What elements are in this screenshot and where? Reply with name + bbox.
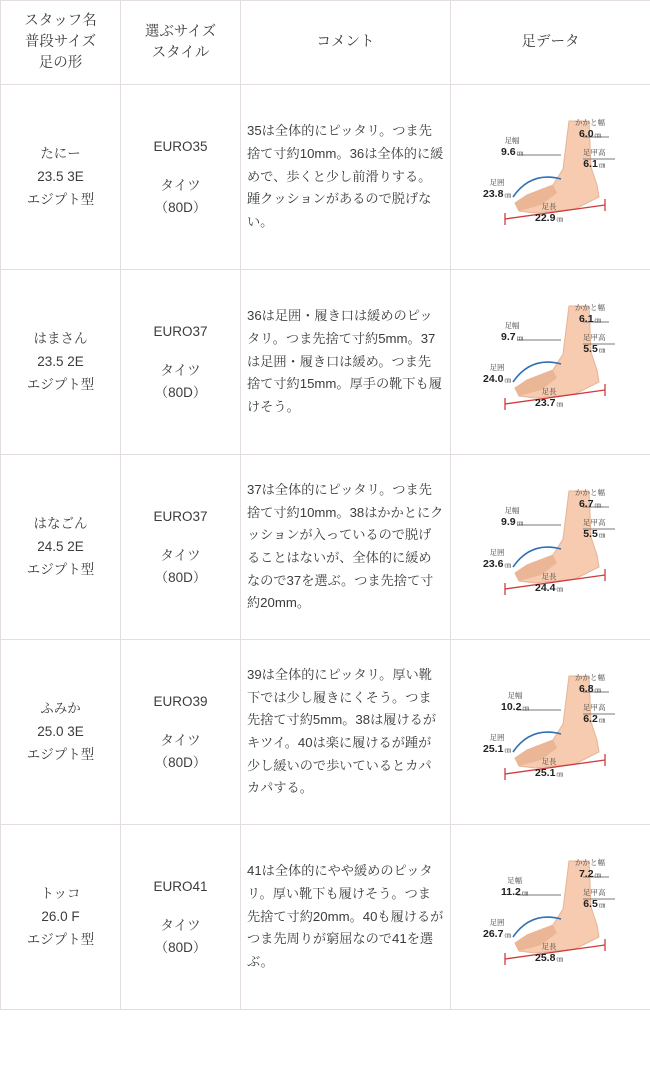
table-row <box>1 825 650 1010</box>
label-heel-width: かかと幅 6.8㎝ <box>575 673 605 695</box>
comment-cell: 41は全体的にやや緩めのピッタリ。厚い靴下も履けそう。つま先捨て寸約20mm。40も履けるがつま先周りが窮屈なので41を選ぶ。 <box>241 825 451 1010</box>
label-foot-width: 足幅 9.6㎝ <box>501 136 524 158</box>
label-heel-width: かかと幅 6.1㎝ <box>575 303 605 325</box>
label-foot-length: 足長 23.7㎝ <box>535 387 563 409</box>
label-instep-height: 足甲高 6.2㎝ <box>583 703 606 725</box>
footdata-cell <box>451 85 650 270</box>
style-denier: （80D） <box>154 199 207 215</box>
foot-diagram <box>457 463 647 631</box>
table-row <box>1 640 650 825</box>
foot-diagram <box>457 648 647 816</box>
staff-usual-size: 24.5 2E <box>37 538 84 554</box>
footdata-cell <box>451 270 650 455</box>
foot-diagram <box>457 93 647 261</box>
staff-cell <box>1 270 121 455</box>
label-foot-width: 足幅 10.2㎝ <box>501 691 529 713</box>
label-foot-width: 足幅 11.2㎝ <box>501 876 529 898</box>
staff-foot-shape: エジプト型 <box>26 746 95 762</box>
comment-cell: 35は全体的にピッタリ。つま先捨て寸約10mm。36は全体的に緩めで、歩くと少し前滑りする。踵クッションがあるので脱げない。 <box>241 85 451 270</box>
staff-cell <box>1 455 121 640</box>
staff-name: はなごん <box>33 515 88 531</box>
label-heel-width: かかと幅 6.7㎝ <box>575 488 605 510</box>
staff-name: はまさん <box>33 330 88 346</box>
style-denier: （80D） <box>154 569 207 585</box>
foot-diagram <box>457 833 647 1001</box>
table-header-row <box>1 1 650 85</box>
label-instep-height: 足甲高 5.5㎝ <box>583 518 606 540</box>
label-foot-width: 足幅 9.7㎝ <box>501 321 524 343</box>
column-header-staff: スタッフ名 普段サイズ 足の形 <box>1 1 121 85</box>
footdata-cell <box>451 825 650 1010</box>
staff-name: ふみか <box>40 700 81 716</box>
label-foot-length: 足長 25.1㎝ <box>535 757 563 779</box>
label-heel-width: かかと幅 6.0㎝ <box>575 118 605 140</box>
style-denier: （80D） <box>154 754 207 770</box>
selected-size: EURO35 <box>153 138 208 154</box>
staff-cell <box>1 825 121 1010</box>
label-heel-width: かかと幅 7.2㎝ <box>575 858 605 880</box>
table-row <box>1 270 650 455</box>
staff-foot-shape: エジプト型 <box>26 931 95 947</box>
label-instep-height: 足甲高 6.5㎝ <box>583 888 606 910</box>
staff-name: トッコ <box>40 885 81 901</box>
staff-usual-size: 26.0 F <box>41 908 80 924</box>
selected-size: EURO37 <box>153 508 208 524</box>
foot-illustration <box>457 648 647 816</box>
label-foot-girth: 足囲 24.0㎝ <box>483 363 511 385</box>
style-name: タイツ <box>160 548 201 564</box>
staff-usual-size: 25.0 3E <box>37 723 84 739</box>
selected-size: EURO37 <box>153 323 208 339</box>
column-header-size: 選ぶサイズ スタイル <box>121 1 241 85</box>
label-foot-girth: 足囲 23.8㎝ <box>483 178 511 200</box>
staff-foot-shape: エジプト型 <box>26 561 95 577</box>
foot-diagram <box>457 278 647 446</box>
size-cell <box>121 455 241 640</box>
selected-size: EURO39 <box>153 693 208 709</box>
foot-illustration <box>457 463 647 631</box>
selected-size: EURO41 <box>153 878 208 894</box>
staff-usual-size: 23.5 3E <box>37 168 84 184</box>
comment-cell: 36は足囲・履き口は緩めのピッタリ。つま先捨て寸約5mm。37は足囲・履き口は緩め。つま先捨て寸約15mm。厚手の靴下も履けそう。 <box>241 270 451 455</box>
staff-usual-size: 23.5 2E <box>37 353 84 369</box>
comment-cell: 39は全体的にピッタリ。厚い靴下では少し履きにくそう。つま先捨て寸約5mm。38は履けるがキツイ。40は楽に履けるが踵が少し緩いので歩いているとカパカパする。 <box>241 640 451 825</box>
style-name: タイツ <box>160 363 201 379</box>
label-instep-height: 足甲高 6.1㎝ <box>583 148 606 170</box>
style-name: タイツ <box>160 733 201 749</box>
staff-foot-shape: エジプト型 <box>26 191 95 207</box>
label-foot-girth: 足囲 25.1㎝ <box>483 733 511 755</box>
staff-name: たにー <box>40 145 81 161</box>
label-foot-length: 足長 24.4㎝ <box>535 572 563 594</box>
foot-illustration <box>457 93 647 261</box>
table-row <box>1 85 650 270</box>
label-instep-height: 足甲高 5.5㎝ <box>583 333 606 355</box>
foot-illustration <box>457 833 647 1001</box>
foot-illustration <box>457 278 647 446</box>
style-denier: （80D） <box>154 939 207 955</box>
column-header-footdata: 足データ <box>451 1 650 85</box>
size-cell <box>121 270 241 455</box>
table-row <box>1 455 650 640</box>
style-name: タイツ <box>160 918 201 934</box>
style-name: タイツ <box>160 178 201 194</box>
label-foot-girth: 足囲 23.6㎝ <box>483 548 511 570</box>
table-header <box>1 1 650 85</box>
column-header-comment: コメント <box>241 1 451 85</box>
size-cell <box>121 825 241 1010</box>
staff-cell <box>1 640 121 825</box>
staff-foot-shape: エジプト型 <box>26 376 95 392</box>
label-foot-girth: 足囲 26.7㎝ <box>483 918 511 940</box>
footdata-cell <box>451 640 650 825</box>
staff-cell <box>1 85 121 270</box>
comment-cell: 37は全体的にピッタリ。つま先捨て寸約10mm。38はかかとにクッションが入っているので脱げることはないが、全体的に緩めなので37を選ぶ。つま先捨て寸約20mm。 <box>241 455 451 640</box>
table-body <box>1 85 650 1010</box>
label-foot-length: 足長 22.9㎝ <box>535 202 563 224</box>
label-foot-width: 足幅 9.9㎝ <box>501 506 524 528</box>
style-denier: （80D） <box>154 384 207 400</box>
size-cell <box>121 85 241 270</box>
size-cell <box>121 640 241 825</box>
label-foot-length: 足長 25.8㎝ <box>535 942 563 964</box>
footdata-cell <box>451 455 650 640</box>
